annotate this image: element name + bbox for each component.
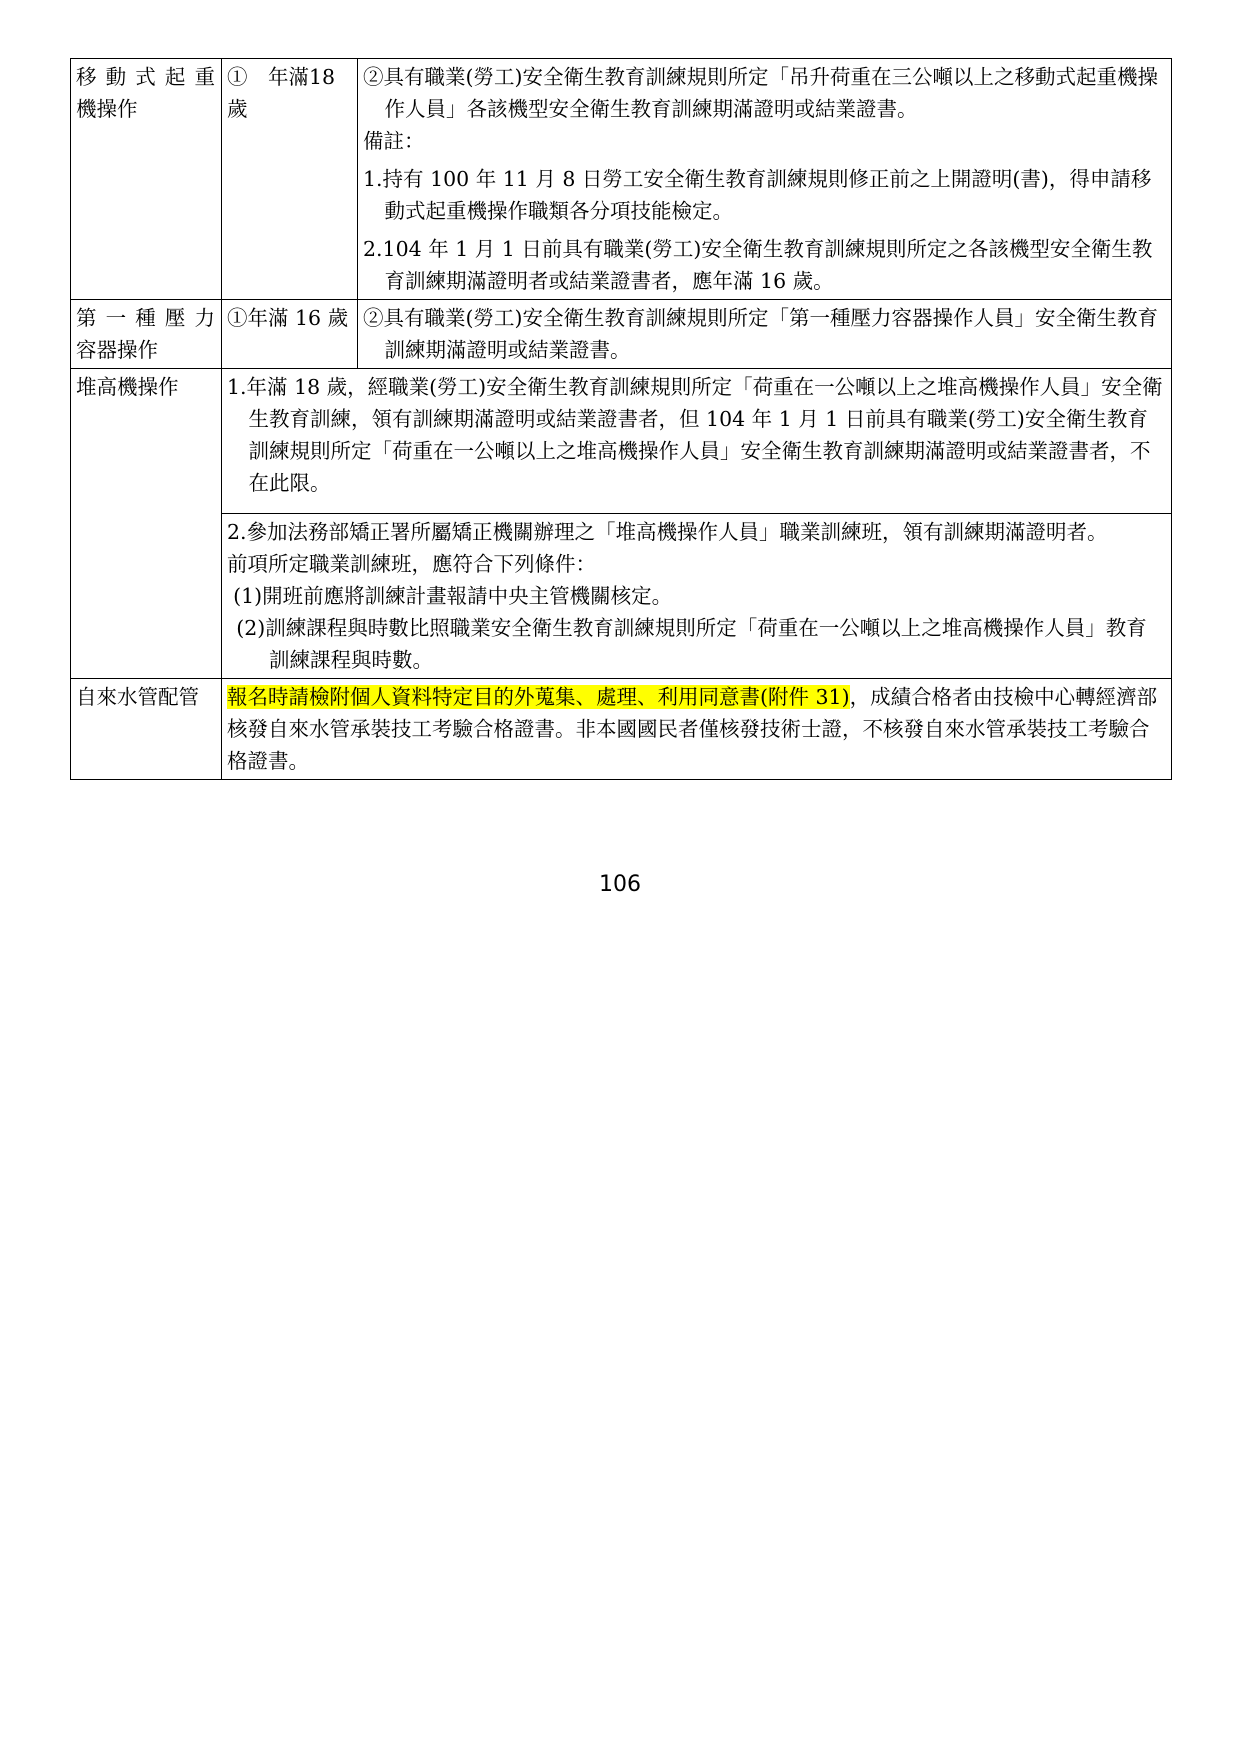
highlighted-text: 報名時請檢附個人資料特定目的外蒐集、處理、利用同意書(附件 31) bbox=[227, 685, 850, 709]
requirement-text: 2.參加法務部矯正署所屬矯正機關辦理之「堆高機操作人員」職業訓練班，領有訓練期滿證明者。 bbox=[227, 520, 1108, 544]
job-name-cell bbox=[71, 59, 222, 300]
job-name: 容器操作 bbox=[76, 338, 158, 362]
requirement-cell bbox=[358, 300, 1172, 369]
table-row bbox=[71, 514, 1172, 679]
job-name: 第一種壓力 bbox=[76, 306, 215, 330]
requirement-cell bbox=[222, 679, 1172, 780]
requirement-cell bbox=[222, 514, 1172, 679]
age-cell: ① 年滿18歲 bbox=[222, 59, 358, 300]
requirement-text: ②具有職業(勞工)安全衛生教育訓練規則所定「第一種壓力容器操作人員」安全衛生教育訓練期滿證明或結業證書。 bbox=[363, 306, 1158, 362]
age-cell: ①年滿 16 歲 bbox=[222, 300, 358, 369]
qualification-table bbox=[70, 58, 1172, 780]
table-row bbox=[71, 679, 1172, 780]
job-name-cell bbox=[71, 369, 222, 679]
table-row bbox=[71, 59, 1172, 300]
note-item: 2.104 年 1 月 1 日前具有職業(勞工)安全衛生教育訓練規則所定之各該機型安全衛生教育訓練期滿證明者或結業證書者，應年滿 16 歲。 bbox=[363, 237, 1153, 293]
requirement-cell bbox=[222, 369, 1172, 514]
condition-item: (1)開班前應將訓練計畫報請中央主管機關核定。 bbox=[233, 584, 673, 608]
page-number: 106 bbox=[599, 872, 641, 897]
note-label: 備註： bbox=[363, 129, 425, 153]
note-item: 1.持有 100 年 11 月 8 日勞工安全衛生教育訓練規則修正前之上開證明(書)，得申請移動式起重機操作職類各分項技能檢定。 bbox=[363, 167, 1152, 223]
requirement-text-rest: ，成績合格者由技檢中心轉經濟部核發自來水管承裝技工考驗合格證書。非本國國民者僅核發技術士證，不核發自來水管承裝技工考驗合格證書。 bbox=[227, 685, 1158, 773]
job-name-cell bbox=[71, 679, 222, 780]
job-name: 機操作 bbox=[76, 97, 138, 121]
job-name: 堆高機操作 bbox=[76, 375, 179, 399]
requirement-text bbox=[227, 681, 1165, 777]
condition-intro: 前項所定職業訓練班，應符合下列條件： bbox=[227, 552, 596, 576]
job-name-cell bbox=[71, 300, 222, 369]
requirement-text: 1.年滿 18 歲，經職業(勞工)安全衛生教育訓練規則所定「荷重在一公噸以上之堆高機操作人員」安全衛生教育訓練，領有訓練期滿證明或結業證書者，但 104 年 1 月 1 日前具有職業(勞工)安全衛生教育訓練規則所定「荷重在一公噸以上之堆高機操作人員」安全衛生教育訓練期滿證明或結業證書者，不在此限。 bbox=[227, 375, 1163, 495]
requirement-text: ②具有職業(勞工)安全衛生教育訓練規則所定「吊升荷重在三公噸以上之移動式起重機操作人員」各該機型安全衛生教育訓練期滿證明或結業證書。 bbox=[363, 65, 1158, 121]
condition-item: (2)訓練課程與時數比照職業安全衛生教育訓練規則所定「荷重在一公噸以上之堆高機操作人員」教育訓練課程與時數。 bbox=[236, 616, 1147, 672]
table-row bbox=[71, 300, 1172, 369]
job-name: 移動式起重 bbox=[76, 65, 215, 89]
table-row bbox=[71, 369, 1172, 514]
job-name: 自來水管配管 bbox=[76, 685, 199, 709]
requirement-cell bbox=[358, 59, 1172, 300]
